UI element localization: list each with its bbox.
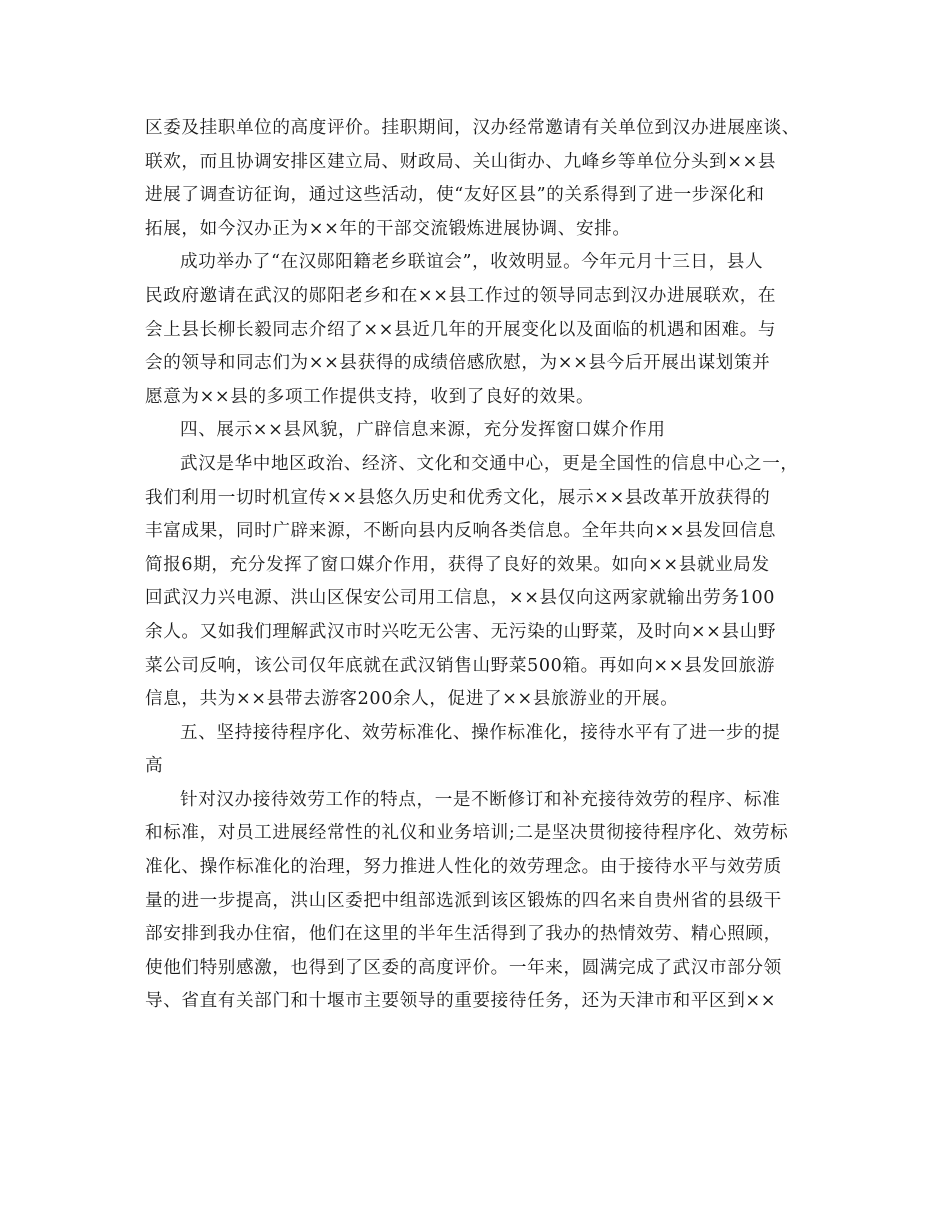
- text-line: 丰富成果，同时广辟来源，不断向县内反响各类信息。全年共向××县发回信息: [145, 521, 777, 542]
- text-line: 拓展，如今汉办正为××年的干部交流锻炼进展协调、安排。: [145, 218, 631, 239]
- text-line: 量的进一步提高，洪山区委把中组部选派到该区锻炼的四名来自贵州省的县级干: [145, 890, 782, 911]
- text-line: 准化、操作标准化的治理，努力推进人性化的效劳理念。由于接待水平与效劳质: [145, 857, 782, 878]
- text-line: 高: [145, 756, 164, 777]
- text-line: 和标准，对员工进展经常性的礼仪和业务培训;二是坚决贯彻接待程序化、效劳标: [145, 823, 789, 844]
- text-line: 五、坚持接待程序化、效劳标准化、操作标准化，接待水平有了进一步的提: [180, 722, 781, 743]
- text-line: 进展了调查访征询，通过这些活动，使“友好区县”的关系得到了进一步深化和: [145, 185, 765, 206]
- text-line: 我们利用一切时机宣传××县悠久历史和优秀文化，展示××县改革开放获得的: [145, 487, 771, 508]
- text-line: 四、展示××县风貌，广辟信息来源，充分发挥窗口媒介作用: [180, 420, 666, 441]
- text-line: 愿意为××县的多项工作提供支持，收到了良好的效果。: [145, 386, 595, 407]
- text-line: 成功举办了“在汉郧阳籍老乡联谊会”，收效明显。今年元月十三日，县人: [180, 252, 764, 273]
- text-line: 导、省直有关部门和十堰市主要领导的重要接待任务，还为天津市和平区到××: [145, 991, 777, 1012]
- text-line: 部安排到我办住宿，他们在这里的半年生活得到了我办的热情效劳、精心照顾，: [145, 924, 782, 945]
- text-line: 区委及挂职单位的高度评价。挂职期间，汉办经常邀请有关单位到汉办进展座谈、: [145, 118, 800, 138]
- text-line: 民政府邀请在武汉的郧阳老乡和在××县工作过的领导同志到汉办进展联欢，在: [145, 285, 777, 306]
- text-line: 菜公司反响，该公司仅年底就在武汉销售山野菜500箱。再如向××县发回旅游: [145, 655, 776, 676]
- text-line: 会上县长柳长毅同志介绍了××县近几年的开展变化以及面临的机遇和困难。与: [145, 319, 777, 340]
- text-line: 使他们特别感激，也得到了区委的高度评价。一年来，圆满完成了武汉市部分领: [145, 957, 782, 978]
- text-line: 武汉是华中地区政治、经济、文化和交通中心，更是全国性的信息中心之一，: [180, 453, 799, 474]
- text-line: 余人。又如我们理解武汉市时兴吃无公害、无污染的山野菜，及时向××县山野: [145, 621, 777, 642]
- text-line: 信息，共为××县带去游客200余人，促进了××县旅游业的开展。: [145, 689, 679, 710]
- text-line: 简报6期，充分发挥了窗口媒介作用，获得了良好的效果。如向××县就业局发: [145, 554, 770, 575]
- text-line: 回武汉力兴电源、洪山区保安公司用工信息，××县仅向这两家就输出劳务100: [145, 588, 776, 609]
- document-body: [145, 112, 805, 1019]
- text-line: 针对汉办接待效劳工作的特点，一是不断修订和补充接待效劳的程序、标准: [180, 789, 781, 810]
- text-line: 会的领导和同志们为××县获得的成绩倍感欣慰，为××县今后开展出谋划策并: [145, 353, 771, 374]
- text-line: 联欢，而且协调安排区建立局、财政局、关山街办、九峰乡等单位分头到××县: [145, 151, 777, 172]
